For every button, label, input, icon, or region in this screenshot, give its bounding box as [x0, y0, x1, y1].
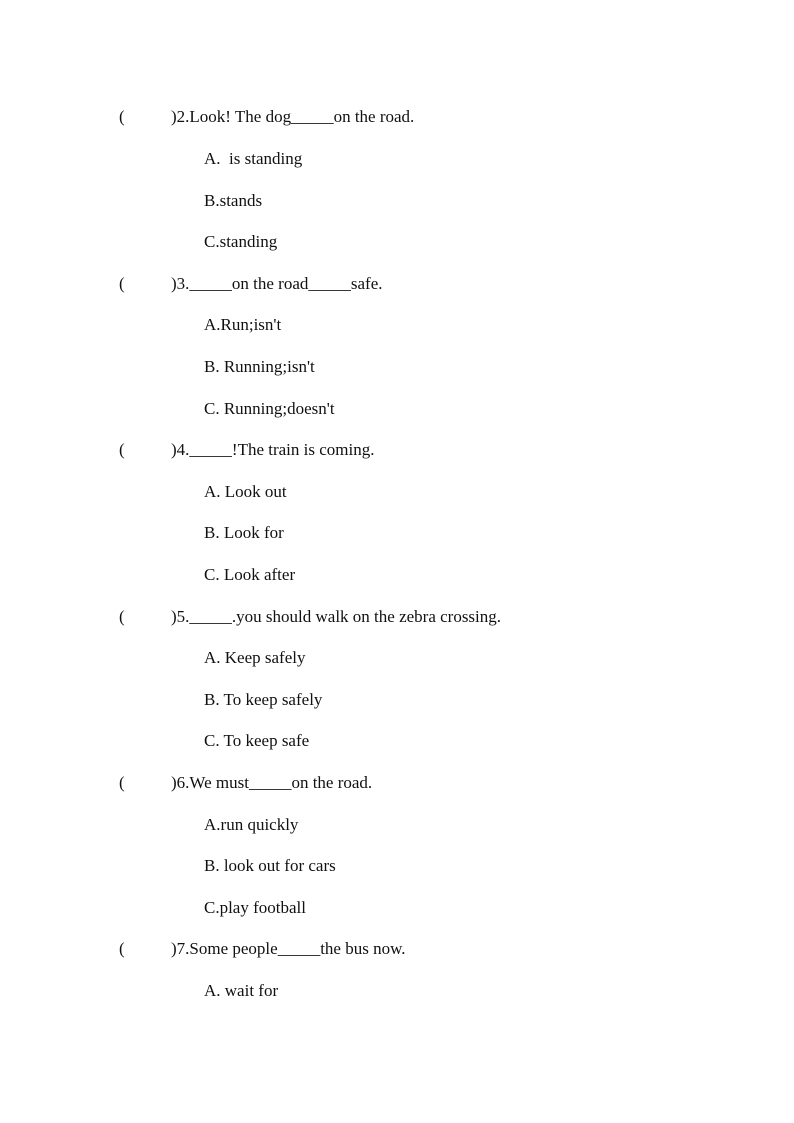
option-c: C. Look after	[204, 565, 296, 584]
option-b: B. Running;isn't	[204, 357, 315, 376]
question-stem: )4._____!The train is coming.	[171, 440, 375, 459]
question-stem: )2.Look! The dog_____on the road.	[171, 107, 415, 126]
answer-paren: (	[119, 939, 125, 958]
question-stem: )3._____on the road_____safe.	[171, 274, 383, 293]
answer-paren: (	[119, 607, 125, 626]
answer-paren: (	[119, 274, 125, 293]
answer-paren: (	[119, 107, 125, 126]
option-c: C. Running;doesn't	[204, 399, 335, 418]
option-a: A. Look out	[204, 482, 287, 501]
option-a: A.Run;isn't	[204, 315, 282, 334]
option-b: B. Look for	[204, 523, 284, 542]
option-a: A. wait for	[204, 981, 279, 1000]
option-b: B. To keep safely	[204, 690, 323, 709]
question-stem: )5._____.you should walk on the zebra crossing.	[171, 607, 502, 626]
answer-paren: (	[119, 440, 125, 459]
option-b: B. look out for cars	[204, 856, 336, 875]
option-a: A.run quickly	[204, 815, 299, 834]
question-stem: )6.We must_____on the road.	[171, 773, 373, 792]
option-a: A. is standing	[204, 149, 303, 168]
option-a: A. Keep safely	[204, 648, 306, 667]
option-c: C. To keep safe	[204, 731, 310, 750]
option-c: C.standing	[204, 232, 278, 251]
answer-paren: (	[119, 773, 125, 792]
option-c: C.play football	[204, 898, 306, 917]
question-stem: )7.Some people_____the bus now.	[171, 939, 406, 958]
option-b: B.stands	[204, 191, 263, 210]
